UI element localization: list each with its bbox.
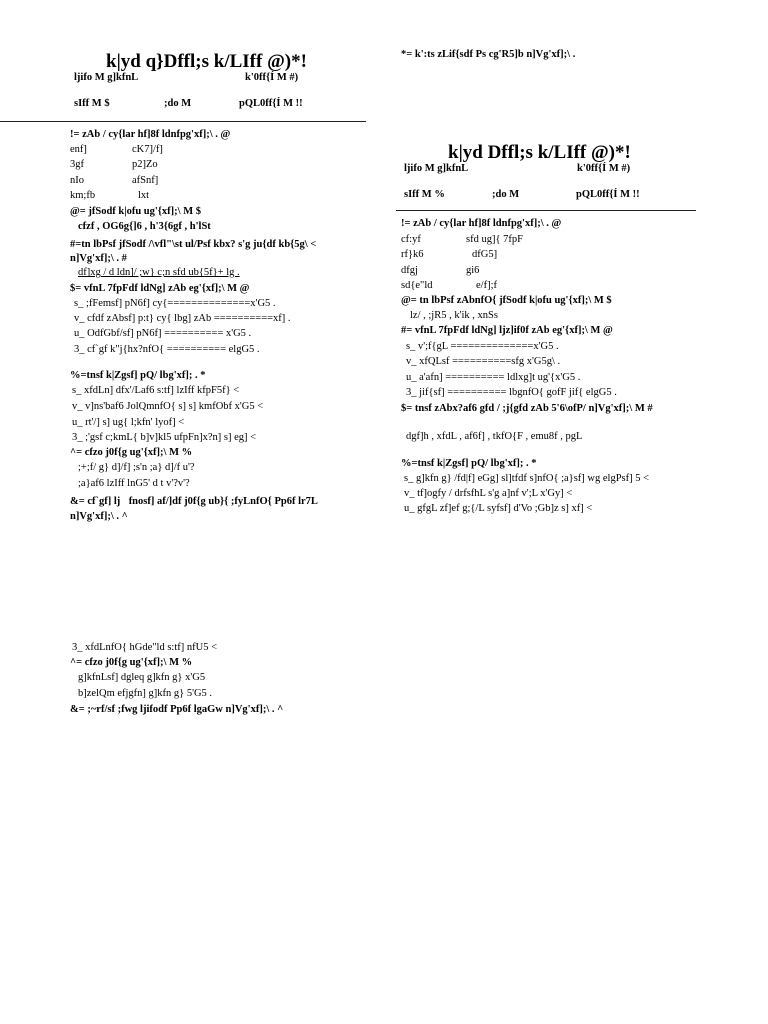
left-question-7: &= cf`gf] ljfnosf] af/]df j0f{g ub}{ ;fyLnfO{ Pp6f lr7L n]Vg'xf];\ . ^: [70, 496, 318, 522]
left-class: sIff M $: [74, 98, 110, 109]
left-q1-match: afSnf]: [132, 175, 159, 186]
left-question-5: %=tnsf k|Zgsf] pQ/ lbg'xf]; . *: [70, 370, 206, 381]
left-time: ;do M: [164, 98, 192, 109]
left-q1-word: nIo: [70, 175, 84, 186]
left-q1-match: cK7]/f]: [132, 144, 163, 155]
right-q5-item: u_ gfgL zf]ef g;{/L syfsf] d'Vo ;Gb]z s] xf] <: [404, 503, 593, 514]
right-top-note: *= k':ts zLif{sdf Ps cg'R5]b n]Vg'xf];\ .: [401, 49, 576, 60]
left-exam-title: k|yd q}Dffl;s k/LIff @)*!: [106, 51, 307, 72]
left-question-4: $= vfnL 7fpFdf ldNg] zAb eg'{xf];\ M @: [70, 283, 250, 294]
right-q3-item: u_ a'afn] ========== ldlxg]t ug'{x'G5 .: [406, 372, 581, 383]
right-q1-word: sd{e"ld: [401, 280, 433, 291]
left-q5-item: v_ v]ns'baf6 JolQmnfO{ s] s] kmfObf x'G5 <: [72, 401, 264, 412]
right-question-1: != zAb / cy{lar hf]8f ldnfpg'xf];\ . @: [401, 218, 562, 229]
right-exam-title: k|yd Dffl;s k/LIff @)*!: [448, 142, 631, 163]
right-subject: ljifo M g]kfnL: [404, 163, 469, 174]
right-q2-words: lz/ , ;jR5 , k'ik , xnSs: [410, 310, 498, 321]
left-q1-word: 3gf: [70, 159, 84, 170]
right-q5-item: v_ tf]ogfy / drfsfhL s'g a]nf v';L x'Gy] <: [404, 488, 573, 499]
left-question-7b: &= ;~rf/sf ;fwg ljifodf Pp6f lgaGw n]Vg'xf];\ . ^: [70, 704, 284, 715]
right-time: ;do M: [492, 189, 520, 200]
left-full-marks: k'0ff{Í M #): [245, 72, 299, 83]
left-header-divider: [0, 121, 366, 122]
left-question-6: ^= cfzo j0f{g ug'{xf];\ M %: [70, 447, 193, 458]
left-q3-sentence: df]xg / d ldn]/ ;w} c;n sfd ub{5f}+ lg .: [78, 267, 240, 278]
right-q1-match: e/f];f: [476, 280, 497, 291]
right-q5-item: s_ g]kfn g} /fd|f] eGg] sl]tfdf s]nfO{ ;a}sf] wg elgPsf] 5 <: [404, 473, 650, 484]
right-q4-words: dgf]h , xfdL , af6f] , tkfO{F , emu8f , pgL: [406, 431, 583, 442]
right-q1-match: dfG5]: [472, 249, 498, 260]
left-q4-item: v_ cfdf zAbsf] p:t} cy{ lbg] zAb ==========xf] .: [74, 313, 291, 324]
left-question-1: != zAb / cy{lar hf]8f ldnfpg'xf];\ . @: [70, 129, 231, 140]
right-header-divider: [396, 210, 696, 211]
right-q1-word: rf}k6: [401, 249, 424, 260]
left-subject: ljifo M g]kfnL: [74, 72, 139, 83]
left-q6-line: ;+;f/ g} d]/f] ;s'n ;a} d]/f u'?: [78, 462, 195, 473]
right-q1-match: gi6: [466, 265, 480, 276]
left-question-2: @= jfSodf k|ofu ug'{xf];\ M $: [70, 206, 201, 217]
right-q3-item: s_ v';f{gL ==============x'G5 .: [406, 341, 559, 352]
left-question-3: #=tn lbPsf jfSodf /\vfl"\st ul/Psf kbx? s'g ju{df kb{5g\ < n]Vg'xf];\ . #: [70, 239, 317, 264]
left-q6b-line: b]zelQm efjgfn] g]kfn g} 5'G5 .: [78, 688, 213, 699]
left-q4-item: 3_ cf`gf k"j{hx?nfO{ ========== elgG5 .: [74, 344, 260, 355]
right-full-marks: k'0ff{Í M #): [577, 163, 631, 174]
left-q6-line: ;a}af6 lzIff lnG5' d t v'?v'?: [78, 478, 190, 489]
left-q4-item: u_ OdfGbf/sf] pN6f] ========== x'G5 .: [74, 328, 252, 339]
right-class: sIff M %: [404, 189, 445, 200]
right-q1-match: sfd ug]{ 7fpF: [466, 234, 523, 245]
left-q2-words: cfzf , OG6g{]6 , h'3{6gf , h'lSt: [78, 221, 211, 232]
right-question-5: %=tnsf k|Zgsf] pQ/ lbg'xf]; . *: [401, 458, 537, 469]
right-q1-word: cf:yf: [401, 234, 421, 245]
left-q1-word: km;fb: [70, 190, 96, 201]
left-part2-item: 3_ xfdLnfO{ hGde"ld s:tf] nfU5 <: [72, 642, 218, 653]
right-question-2: @= tn lbPsf zAbnfO{ jfSodf k|ofu ug'{xf];\ M $: [401, 295, 612, 306]
left-q1-match: lxt: [138, 190, 150, 201]
left-q6b-line: g]kfnLsf] dgleq g]kfn g} x'G5: [78, 672, 206, 683]
right-q3-item: v_ xfQLsf ==========sfg x'G5g\ .: [406, 356, 561, 367]
left-q1-word: enf]: [70, 144, 87, 155]
left-q1-match: p2]Zo: [132, 159, 158, 170]
right-q3-item: 3_ jif{sf] ========== lbgnfO{ gofF jif{ elgG5 .: [406, 387, 617, 398]
right-question-3: #= vfnL 7fpFdf ldNg] ljz]if0f zAb eg'{xf];\ M @: [401, 325, 613, 336]
left-q5-item: 3_ ;'gsf c;kmL{ b]v]kl5 ufpFn]x?n] s] eg] <: [72, 432, 257, 443]
left-q5-item: s_ xfdLn] dfx'/Laf6 s:tf] lzIff kfpF5f} <: [72, 385, 240, 396]
left-q4-item: s_ ;fFemsf] pN6f] cy{==============x'G5 .: [74, 298, 276, 309]
left-question-6b: ^= cfzo j0f{g ug'{xf];\ M %: [70, 657, 193, 668]
right-q1-word: dfgj: [401, 265, 418, 276]
left-pass-marks: pQL0ff{Í M !!: [239, 98, 303, 109]
right-question-4: $= tnsf zAbx?af6 gfd / ;j{gfd zAb 5'6\ofP/ n]Vg'xf];\ M #: [401, 403, 653, 414]
left-q5-item: u_ rt'/] s] ug{ l;kfn' lyof] <: [72, 417, 185, 428]
right-pass-marks: pQL0ff{Í M !!: [576, 189, 640, 200]
